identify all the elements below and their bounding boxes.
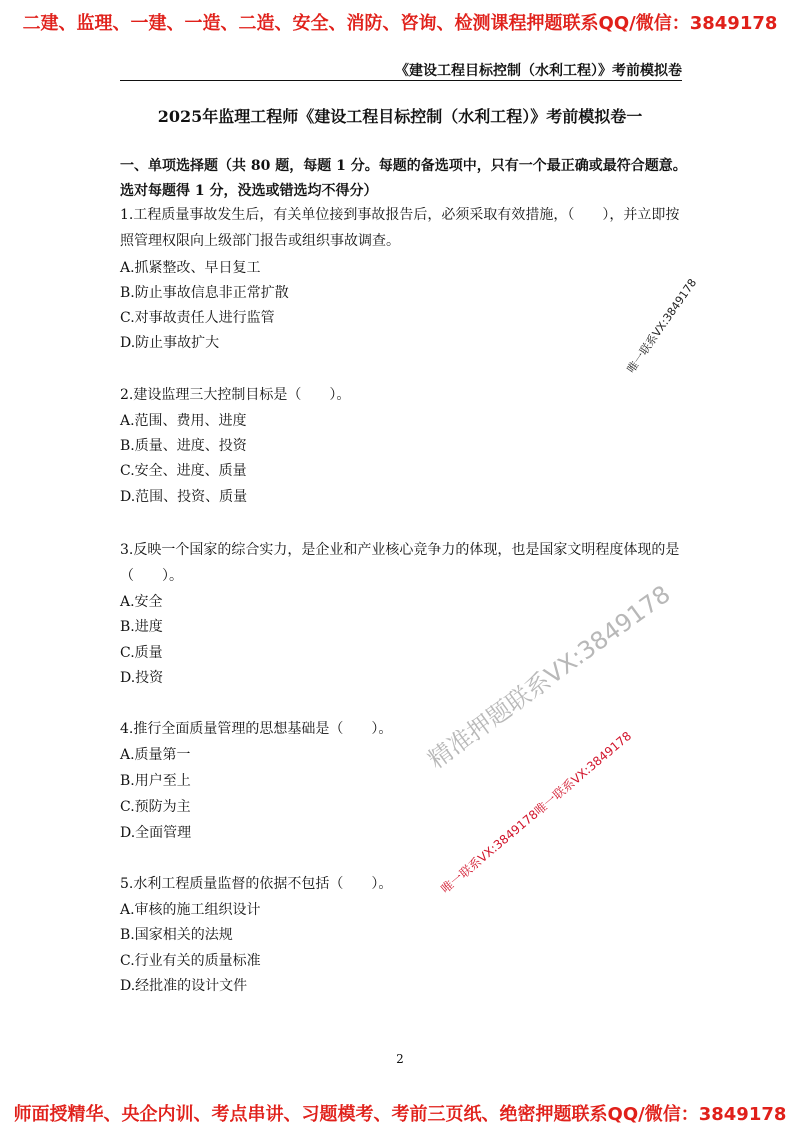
question-stem-line: 5.水利工程质量监督的依据不包括（ ）。: [120, 876, 393, 892]
question-stem-line: 照管理权限向上级部门报告或组织事故调查。: [120, 233, 400, 249]
option-d: D.投资: [120, 670, 164, 686]
option-a: A.抓紧整改、早日复工: [120, 260, 261, 276]
section-heading-line1: 一、单项选择题（共 80 题，每题 1 分。每题的备选项中，只有一个最正确或最符合题意。: [120, 158, 687, 174]
option-b: B.防止事故信息非正常扩散: [120, 285, 289, 301]
document-title: 2025年监理工程师《建设工程目标控制（水利工程）》考前模拟卷一: [157, 107, 643, 126]
question-stem-line: （ ）。: [120, 568, 183, 584]
option-a: A.审核的施工组织设计: [120, 902, 261, 918]
option-b: B.国家相关的法规: [120, 927, 233, 943]
option-a: A.质量第一: [120, 747, 191, 763]
option-a: A.安全: [120, 594, 163, 610]
option-b: B.用户至上: [120, 773, 191, 789]
option-d: D.经批准的设计文件: [120, 978, 248, 994]
watermark-small: 唯一联系VX:3849178: [624, 276, 700, 376]
option-c: C.对事故责任人进行监管: [120, 310, 275, 326]
question-stem-line: 2.建设监理三大控制目标是（ ）。: [120, 387, 351, 403]
option-c: C.质量: [120, 645, 163, 661]
running-header-title: 《建设工程目标控制（水利工程）》考前模拟卷: [395, 63, 682, 79]
option-d: D.全面管理: [120, 825, 192, 841]
option-c: C.预防为主: [120, 799, 191, 815]
question-stem-line: 3.反映一个国家的综合实力，是企业和产业核心竞争力的体现，也是国家文明程度体现的是: [120, 542, 680, 558]
option-a: A.范围、费用、进度: [120, 413, 247, 429]
option-b: B.质量、进度、投资: [120, 438, 247, 454]
bottom-banner: 师面授精华、央企内训、考点串讲、习题模考、考前三页纸、绝密押题联系QQ/微信：3849178: [13, 1104, 787, 1125]
option-c: C.行业有关的质量标准: [120, 953, 261, 969]
question-stem-line: 1.工程质量事故发生后，有关单位接到事故报告后，必须采取有效措施，（ ），并立即按: [120, 207, 680, 223]
watermark-red: 唯一联系VX:3849178唯一联系VX:3849178: [438, 728, 635, 897]
top-banner: 二建、监理、一建、一造、二造、安全、消防、咨询、检测课程押题联系QQ/微信：3849178: [22, 13, 778, 34]
question-stem-line: 4.推行全面质量管理的思想基础是（ ）。: [120, 721, 393, 737]
watermark-large: 精准押题联系VX:3849178: [422, 579, 676, 775]
option-b: B.进度: [120, 619, 163, 635]
option-c: C.安全、进度、质量: [120, 463, 247, 479]
option-d: D.范围、投资、质量: [120, 489, 248, 505]
option-d: D.防止事故扩大: [120, 335, 220, 351]
page-number: 2: [396, 1052, 404, 1066]
section-heading-line2: 选对每题得 1 分，没选或错选均不得分）: [120, 183, 378, 199]
header-rule: [120, 80, 682, 81]
